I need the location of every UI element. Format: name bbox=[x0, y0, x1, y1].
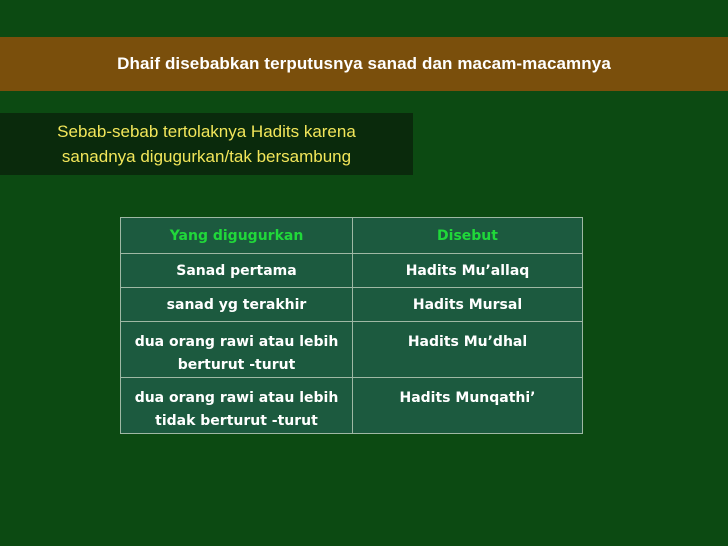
table-row bbox=[121, 288, 583, 322]
table-header-row bbox=[121, 218, 583, 254]
header-disebut: Disebut bbox=[353, 218, 583, 254]
table-cell-line: dua orang rawi atau lebih bbox=[134, 334, 339, 350]
table-cell-line: berturut -turut bbox=[177, 357, 296, 373]
table-row bbox=[121, 322, 583, 378]
table-cell-line: dua orang rawi atau lebih bbox=[134, 390, 339, 406]
table-cell-name: Hadits Mursal bbox=[353, 288, 583, 322]
hadits-table bbox=[120, 217, 583, 434]
table-cell-line: tidak berturut -turut bbox=[155, 413, 318, 429]
table-cell-dropped bbox=[121, 378, 353, 434]
table-row bbox=[121, 254, 583, 288]
table-cell-dropped bbox=[121, 322, 353, 378]
subtitle-line-1: Sebab-sebab tertolaknya Hadits karena bbox=[57, 122, 356, 141]
table-cell-name: Hadits Mu’dhal bbox=[353, 322, 583, 378]
table-cell-name: Hadits Mu’allaq bbox=[353, 254, 583, 288]
title-bar bbox=[0, 37, 728, 91]
subtitle-box bbox=[0, 113, 413, 175]
header-yang-digugurkan: Yang digugurkan bbox=[121, 218, 353, 254]
slide-title: Dhaif disebabkan terputusnya sanad dan macam-macamnya bbox=[117, 54, 611, 73]
table-cell-name: Hadits Munqathi’ bbox=[353, 378, 583, 434]
table-row bbox=[121, 378, 583, 434]
table-cell-dropped: sanad yg terakhir bbox=[121, 288, 353, 322]
table-cell-dropped: Sanad pertama bbox=[121, 254, 353, 288]
subtitle-line-2: sanadnya digugurkan/tak bersambung bbox=[61, 147, 352, 166]
